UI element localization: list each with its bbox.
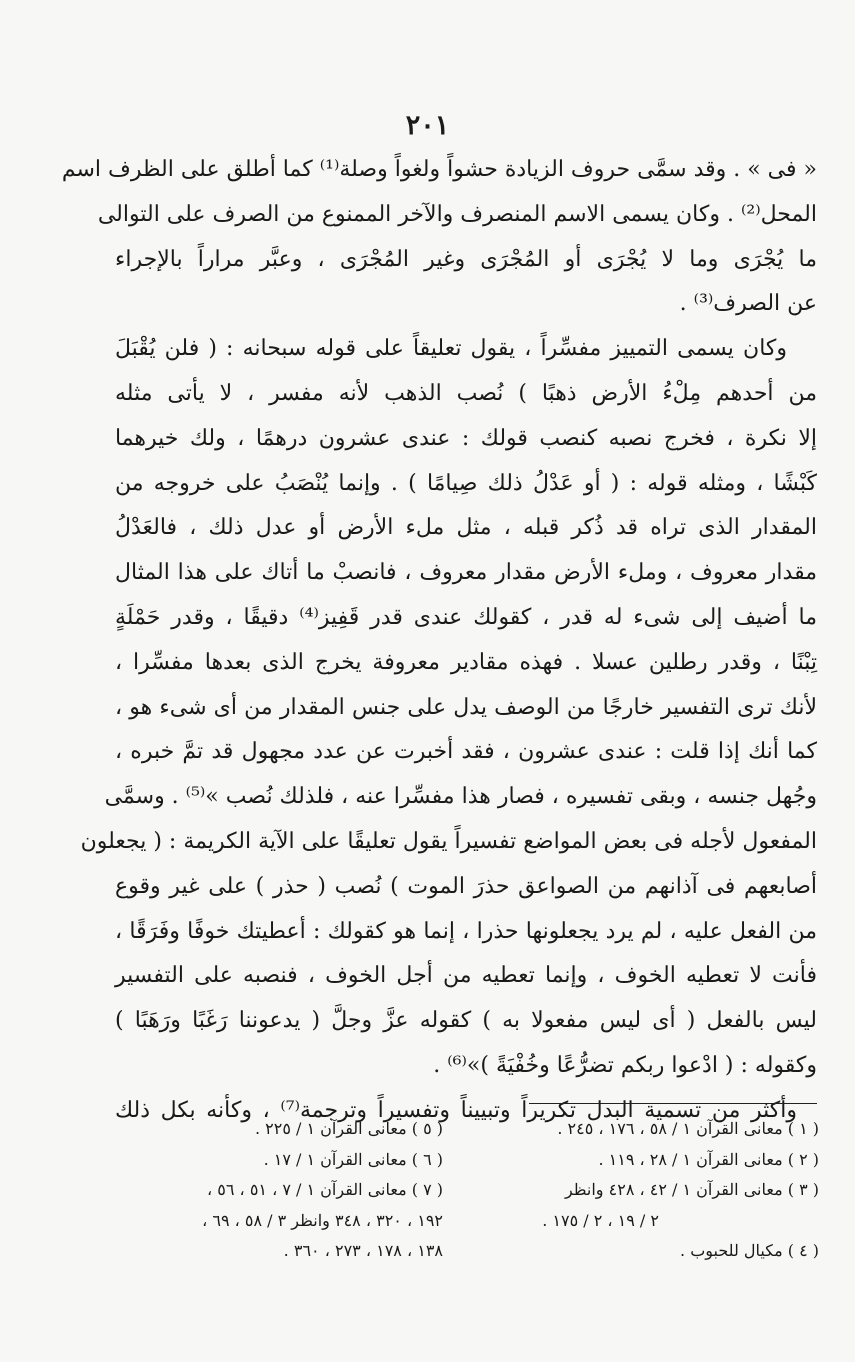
text-line: وكقوله : ( ادْعوا ربكم تضرُّعًا وخُفْيَةً )»⁽⁶⁾ . [433, 1052, 817, 1078]
text-line: المحل⁽²⁾ . وكان يسمى الاسم المنصرف والآخر الممنوع من الصرف على التوالى [97, 201, 817, 227]
footnote: ( ٥ ) معانى القرآن ١ / ٢٢٥ . [254, 1119, 443, 1138]
footnote: ( ٦ ) معانى القرآن ١ / ١٧ . [263, 1149, 443, 1169]
text-line: وجُهل جنسه ، وبقى تفسيره ، فصار هذا مفسِّرا عنه ، فلذلك نُصب »⁽⁵⁾ . وسمَّى [104, 784, 817, 810]
text-line: ليس بالفعل ( أى ليس مفعولا به ) كقوله عزَّ وجلَّ ( يدعوننا رَغَبًا ورَهَبًا ) [115, 1008, 817, 1034]
text-line: ما أضيف إلى شىء له قدر ، كقولك عندى قدر قَفِيز⁽⁴⁾ دقيقًا ، وقدر حَمْلَةٍ [115, 604, 817, 630]
text-line: تِبْنًا ، وقدر رطلين عسلا . فهذه مقادير معروفة يخرج الذى بعدها مفسِّرا ، [115, 649, 817, 675]
text-line: ما يُجْرَى وما لا يُجْرَى أو المُجْرَى وغير المُجْرَى ، وعبَّر مراراً بالإجراء [115, 246, 817, 272]
footnote-divider [529, 1103, 817, 1104]
footnote: ١٣٨ ، ١٧٨ ، ٢٧٣ ، ٣٦٠ . [283, 1241, 443, 1260]
footnote: ( ٤ ) مكيال للحبوب . [680, 1241, 819, 1260]
footnotes-right-column [499, 1114, 819, 1267]
footnote: ( ٧ ) معانى القرآن ١ / ٧ ، ٥١ ، ٥٦ ، [207, 1180, 443, 1199]
footnote: ٢ / ١٩ ، ٢ / ١٧٥ . [542, 1210, 659, 1230]
footnote: ( ١ ) معانى القرآن ١ / ٥٨ ، ١٧٦ ، ٢٤٥ . [557, 1119, 819, 1138]
text-line: وأكثر من تسمية البدل تكريراً وتبييناً وتفسيراً وترجمة⁽⁷⁾ ، وكأنه بكل ذلك [115, 1097, 797, 1123]
main-text [61, 148, 817, 1134]
text-line: من أحدهم مِلْءُ الأرض ذهبًا ) نُصب الذهب لأنه مفسر ، لا يأتى مثله [115, 380, 817, 406]
footnote: ( ٢ ) معانى القرآن ١ / ٢٨ ، ١١٩ . [598, 1149, 819, 1169]
footnote: ( ٣ ) معانى القرآن ١ / ٤٢ ، ٤٢٨ وانظر [564, 1180, 819, 1199]
text-line: المقدار الذى تراه قد ذُكر قبله ، مثل ملء الأرض أو عدل ذلك ، فالعَدْلُ [115, 515, 817, 541]
text-line: وكان يسمى التمييز مفسِّراً ، يقول تعليقاً على قوله سبحانه : ( فلن يُقْبَلَ [115, 336, 787, 362]
text-line: كَبْشًا ، ومثله قوله : ( أو عَدْلُ ذلك صِيامًا ) . وإنما يُنْصَبُ على خروجه من [115, 470, 817, 496]
text-line: أصابعهم فى آذانهم من الصواعق حذرَ الموت ) نُصب ( حذر ) على غير وقوع [115, 873, 817, 899]
text-line: كما أنك إذا قلت : عندى عشرون ، فقد أخبرت عن عدد مجهول قد تمَّ خبره ، [115, 739, 817, 765]
text-line: فأنت لا تعطيه الخوف ، وإنما تعطيه من أجل الخوف ، فنصبه على التفسير [115, 963, 817, 989]
text-line: عن الصرف⁽³⁾ . [679, 291, 817, 317]
text-line: لأنك ترى التفسير خارجًا من الوصف يدل على جنس المقدار من أى شىء هو ، [115, 694, 817, 720]
footnote: ١٩٢ ، ٣٢٠ ، ٣٤٨ وانظر ٣ / ٥٨ ، ٦٩ ، [202, 1210, 443, 1230]
text-line: المفعول لأجله فى بعض المواضع تفسيراً يقول تعليقًا على الآية الكريمة : ( يجعلون [80, 828, 817, 854]
page-number: ٢٠١ [405, 110, 450, 141]
text-line: إلا نكرة ، فخرج نصبه كنصب قولك : عندى عشرون درهمًا ، ولك خيرهما [115, 425, 817, 451]
text-line: « فى » . وقد سمَّى حروف الزيادة حشواً ولغواً وصلة⁽¹⁾ كما أطلق على الظرف اسم [61, 157, 817, 182]
footnotes-left-column [123, 1114, 443, 1267]
text-line: من الفعل عليه ، لم يرد يجعلونها حذرا ، إنما هو كقولك : أعطيتك خوفًا وفَرَقًا ، [115, 918, 817, 944]
text-line: مقدار معروف ، وملء الأرض مقدار معروف ، فانصبْ ما أتاك على هذا المثال [115, 560, 817, 586]
